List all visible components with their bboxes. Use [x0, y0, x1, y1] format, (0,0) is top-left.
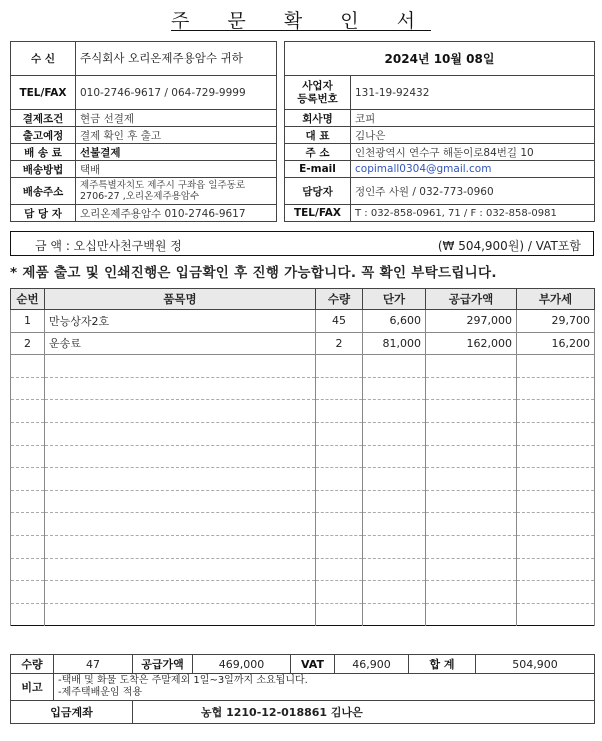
empty-cell [517, 603, 595, 626]
empty-cell [316, 558, 363, 581]
column-header-vat: 부가세 [517, 289, 595, 310]
recipient-info-table [10, 41, 277, 222]
column-header-no: 순번 [11, 289, 45, 310]
empty-cell [363, 603, 426, 626]
column-header-supply: 공급가액 [426, 289, 517, 310]
shipping-schedule-value: 결제 확인 후 출고 [76, 127, 277, 144]
empty-cell [316, 355, 363, 378]
empty-table-row [11, 400, 595, 423]
summary-qty-value: 47 [54, 655, 133, 674]
tel-fax-value: 010-2746-9617 / 064-729-9999 [76, 76, 277, 110]
summary-vat-label: VAT [291, 655, 335, 674]
empty-cell [426, 400, 517, 423]
empty-table-row [11, 603, 595, 626]
empty-table-row [11, 513, 595, 536]
business-number-label: 사업자 등록번호 [285, 76, 351, 110]
empty-cell [426, 513, 517, 536]
summary-qty-label: 수량 [11, 655, 54, 674]
amount-in-numbers: (₩ 504,900원) / VAT포함 [437, 239, 581, 253]
empty-cell [45, 513, 316, 536]
supplier-tel-fax-value: T : 032-858-0961, 71 / F : 032-858-0981 [351, 205, 595, 222]
cell-no: 2 [11, 332, 45, 355]
empty-cell [45, 558, 316, 581]
cell-supply: 297,000 [426, 310, 517, 333]
shipping-fee-label: 배 송 료 [11, 144, 76, 161]
empty-cell [45, 422, 316, 445]
payment-terms-value: 현금 선결제 [76, 110, 277, 127]
empty-cell [11, 603, 45, 626]
empty-cell [363, 468, 426, 491]
empty-cell [426, 422, 517, 445]
empty-cell [45, 468, 316, 491]
remarks-text [54, 674, 595, 701]
column-header-price: 단가 [363, 289, 426, 310]
email-label: E-mail [285, 161, 351, 178]
summary-total-value: 504,900 [476, 655, 595, 674]
empty-cell [316, 513, 363, 536]
empty-cell [316, 581, 363, 604]
empty-cell [426, 603, 517, 626]
empty-cell [316, 400, 363, 423]
table-row [11, 332, 595, 355]
empty-cell [45, 581, 316, 604]
shipping-fee-value: 선불결제 [76, 144, 277, 161]
order-date: 2024년 10월 08일 [285, 42, 595, 76]
cell-item: 운송료 [45, 332, 316, 355]
recipient-label: 수 신 [11, 42, 76, 76]
empty-cell [517, 355, 595, 378]
empty-table-row [11, 558, 595, 581]
remarks-line-2: -제주택배운임 적용 [58, 687, 143, 698]
supplier-info-table [284, 41, 595, 222]
company-name-value: 코피 [351, 110, 595, 127]
empty-cell [426, 581, 517, 604]
empty-table-row [11, 355, 595, 378]
shipping-method-label: 배송방법 [11, 161, 76, 178]
empty-cell [517, 581, 595, 604]
notice-text: * 제품 출고 및 인쇄진행은 입금확인 후 진행 가능합니다. 꼭 확인 부탁드립니다. [10, 265, 497, 281]
tel-fax-label: TEL/FAX [11, 76, 76, 110]
recipient-value: 주식회사 오리온제주용암수 귀하 [76, 42, 277, 76]
empty-cell [316, 422, 363, 445]
empty-cell [45, 603, 316, 626]
empty-cell [11, 445, 45, 468]
table-row [11, 310, 595, 333]
manager-value: 정인주 사원 / 032-773-0960 [351, 178, 595, 205]
empty-cell [517, 445, 595, 468]
remarks-line-1: -택배 및 화물 도착은 주말제외 1일~3일까지 소요됩니다. [58, 675, 308, 686]
empty-cell [45, 377, 316, 400]
column-header-qty: 수량 [316, 289, 363, 310]
summary-supply-value: 469,000 [193, 655, 291, 674]
empty-table-row [11, 422, 595, 445]
empty-cell [45, 400, 316, 423]
empty-table-row [11, 581, 595, 604]
empty-table-row [11, 468, 595, 491]
shipping-address-label: 배송주소 [11, 178, 76, 205]
cell-item: 만능상자2호 [45, 310, 316, 333]
cell-price: 81,000 [363, 332, 426, 355]
empty-cell [517, 468, 595, 491]
empty-rows [11, 355, 595, 626]
empty-cell [517, 377, 595, 400]
empty-cell [517, 513, 595, 536]
empty-cell [45, 355, 316, 378]
company-name-label: 회사명 [285, 110, 351, 127]
empty-cell [363, 558, 426, 581]
cell-no: 1 [11, 310, 45, 333]
empty-table-row [11, 490, 595, 513]
empty-cell [363, 490, 426, 513]
empty-cell [426, 535, 517, 558]
payment-terms-label: 결제조건 [11, 110, 76, 127]
empty-cell [363, 513, 426, 536]
empty-cell [11, 400, 45, 423]
shipping-address-value: 제주특별자치도 제주시 구좌읍 일주동로 2706-27 ,오리온제주용암수 [76, 178, 277, 205]
empty-cell [11, 513, 45, 536]
empty-cell [426, 468, 517, 491]
summary-supply-label: 공급가액 [133, 655, 193, 674]
business-number-value: 131-19-92432 [351, 76, 595, 110]
total-amount-bar [10, 231, 594, 256]
empty-cell [45, 490, 316, 513]
ceo-value: 김나은 [351, 127, 595, 144]
empty-cell [426, 355, 517, 378]
empty-cell [316, 603, 363, 626]
address-label: 주 소 [285, 144, 351, 161]
empty-cell [11, 558, 45, 581]
empty-cell [11, 581, 45, 604]
empty-cell [316, 490, 363, 513]
empty-cell [426, 445, 517, 468]
empty-cell [45, 445, 316, 468]
empty-cell [363, 377, 426, 400]
contact-person-label: 담 당 자 [11, 205, 76, 222]
empty-cell [363, 422, 426, 445]
cell-qty: 45 [316, 310, 363, 333]
empty-cell [517, 535, 595, 558]
empty-cell [11, 377, 45, 400]
summary-total-label: 합 계 [409, 655, 476, 674]
document-title: 주 문 확 인 서 [171, 10, 431, 32]
supplier-tel-fax-label: TEL/FAX [285, 205, 351, 222]
shipping-method-value: 택배 [76, 161, 277, 178]
ceo-label: 대 표 [285, 127, 351, 144]
empty-cell [11, 355, 45, 378]
bank-account-label: 입금계좌 [11, 701, 133, 724]
empty-cell [316, 445, 363, 468]
empty-table-row [11, 445, 595, 468]
empty-cell [363, 581, 426, 604]
items-table [10, 288, 595, 626]
summary-vat-value: 46,900 [335, 655, 409, 674]
manager-label: 담당자 [285, 178, 351, 205]
column-header-item: 품목명 [45, 289, 316, 310]
cell-supply: 162,000 [426, 332, 517, 355]
empty-cell [316, 377, 363, 400]
empty-cell [11, 535, 45, 558]
empty-cell [45, 535, 316, 558]
empty-cell [363, 400, 426, 423]
empty-cell [11, 422, 45, 445]
empty-cell [426, 490, 517, 513]
empty-cell [316, 535, 363, 558]
empty-cell [363, 355, 426, 378]
empty-table-row [11, 377, 595, 400]
cell-qty: 2 [316, 332, 363, 355]
address-value: 인천광역시 연수구 해돋이로84번길 10 [351, 144, 595, 161]
cell-price: 6,600 [363, 310, 426, 333]
empty-cell [426, 558, 517, 581]
shipping-schedule-label: 출고예정 [11, 127, 76, 144]
remarks-label: 비고 [11, 674, 54, 701]
email-link[interactable]: copimall0304@gmail.com [351, 161, 595, 178]
empty-cell [426, 377, 517, 400]
empty-cell [11, 468, 45, 491]
summary-table [10, 654, 595, 724]
cell-vat: 29,700 [517, 310, 595, 333]
cell-vat: 16,200 [517, 332, 595, 355]
amount-in-words: 금 액 : 오십만사천구백원 정 [35, 239, 182, 253]
empty-cell [363, 535, 426, 558]
bank-account-value: 농협 1210-12-018861 김나은 [133, 701, 595, 724]
empty-cell [517, 558, 595, 581]
empty-table-row [11, 535, 595, 558]
contact-person-value: 오리온제주용암수 010-2746-9617 [76, 205, 277, 222]
empty-cell [517, 400, 595, 423]
empty-cell [363, 445, 426, 468]
empty-cell [517, 490, 595, 513]
empty-cell [316, 468, 363, 491]
empty-cell [517, 422, 595, 445]
empty-cell [11, 490, 45, 513]
